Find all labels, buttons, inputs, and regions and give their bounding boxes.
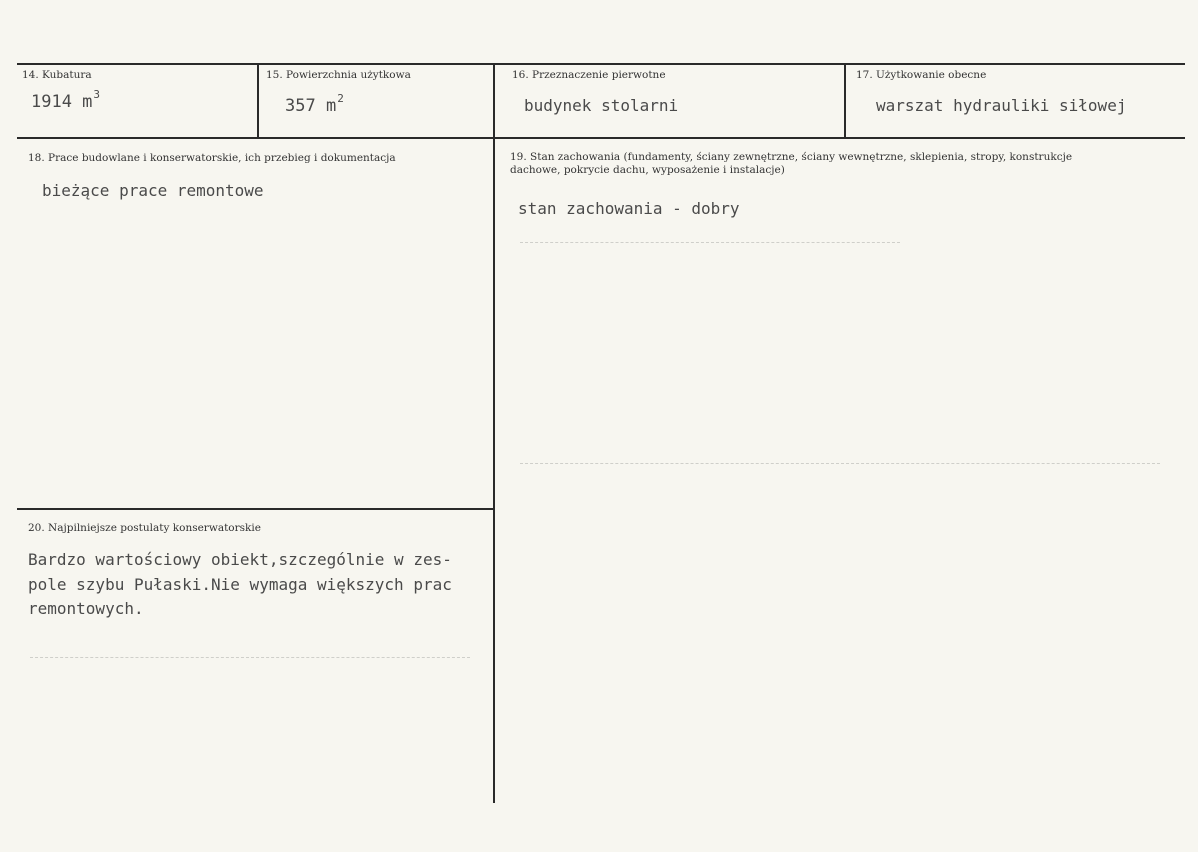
field-14-label: 14. Kubatura xyxy=(22,69,92,81)
field-19-label: 19. Stan zachowania (fundamenty, ściany zewnętrzne, ściany wewnętrzne, sklepienia, stropy, konstrukcje dachowe, pokrycie dachu, wyposażenie i instalacje) xyxy=(510,151,1073,176)
divider-14-15 xyxy=(257,63,259,138)
field-19-value: stan zachowania - dobry xyxy=(518,199,740,218)
field-18-value: bieżące prace remontowe xyxy=(42,181,264,200)
divider-main xyxy=(493,63,495,803)
faint-rule xyxy=(520,242,900,244)
faint-rule xyxy=(30,657,470,659)
field-15-number: 357 m xyxy=(285,96,337,116)
section20-top-rule xyxy=(17,508,494,510)
field-14-number: 1914 m xyxy=(31,92,93,112)
row1-bottom-rule xyxy=(17,137,1185,139)
top-rule xyxy=(17,63,1185,65)
field-16-label: 16. Przeznaczenie pierwotne xyxy=(512,69,666,81)
faint-rule xyxy=(520,463,1160,465)
field-20-value: Bardzo wartościowy obiekt,szczególnie w zes-pole szybu Pułaski.Nie wymaga większych prac remontowych. xyxy=(28,550,452,618)
field-18-label: 18. Prace budowlane i konserwatorskie, ich przebieg i dokumentacja xyxy=(28,152,396,164)
field-15-label: 15. Powierzchnia użytkowa xyxy=(266,69,411,81)
field-14-value xyxy=(31,88,101,112)
field-15-value xyxy=(285,92,344,116)
divider-16-17 xyxy=(844,63,846,138)
field-16-value: budynek stolarni xyxy=(524,96,679,115)
field-17-label: 17. Użytkowanie obecne xyxy=(856,69,987,81)
field-20-label: 20. Najpilniejsze postulaty konserwatorskie xyxy=(28,522,261,534)
field-17-value: warszat hydrauliki siłowej xyxy=(876,96,1127,115)
field-15-sup: 2 xyxy=(337,92,344,105)
field-14-sup: 3 xyxy=(93,88,101,101)
